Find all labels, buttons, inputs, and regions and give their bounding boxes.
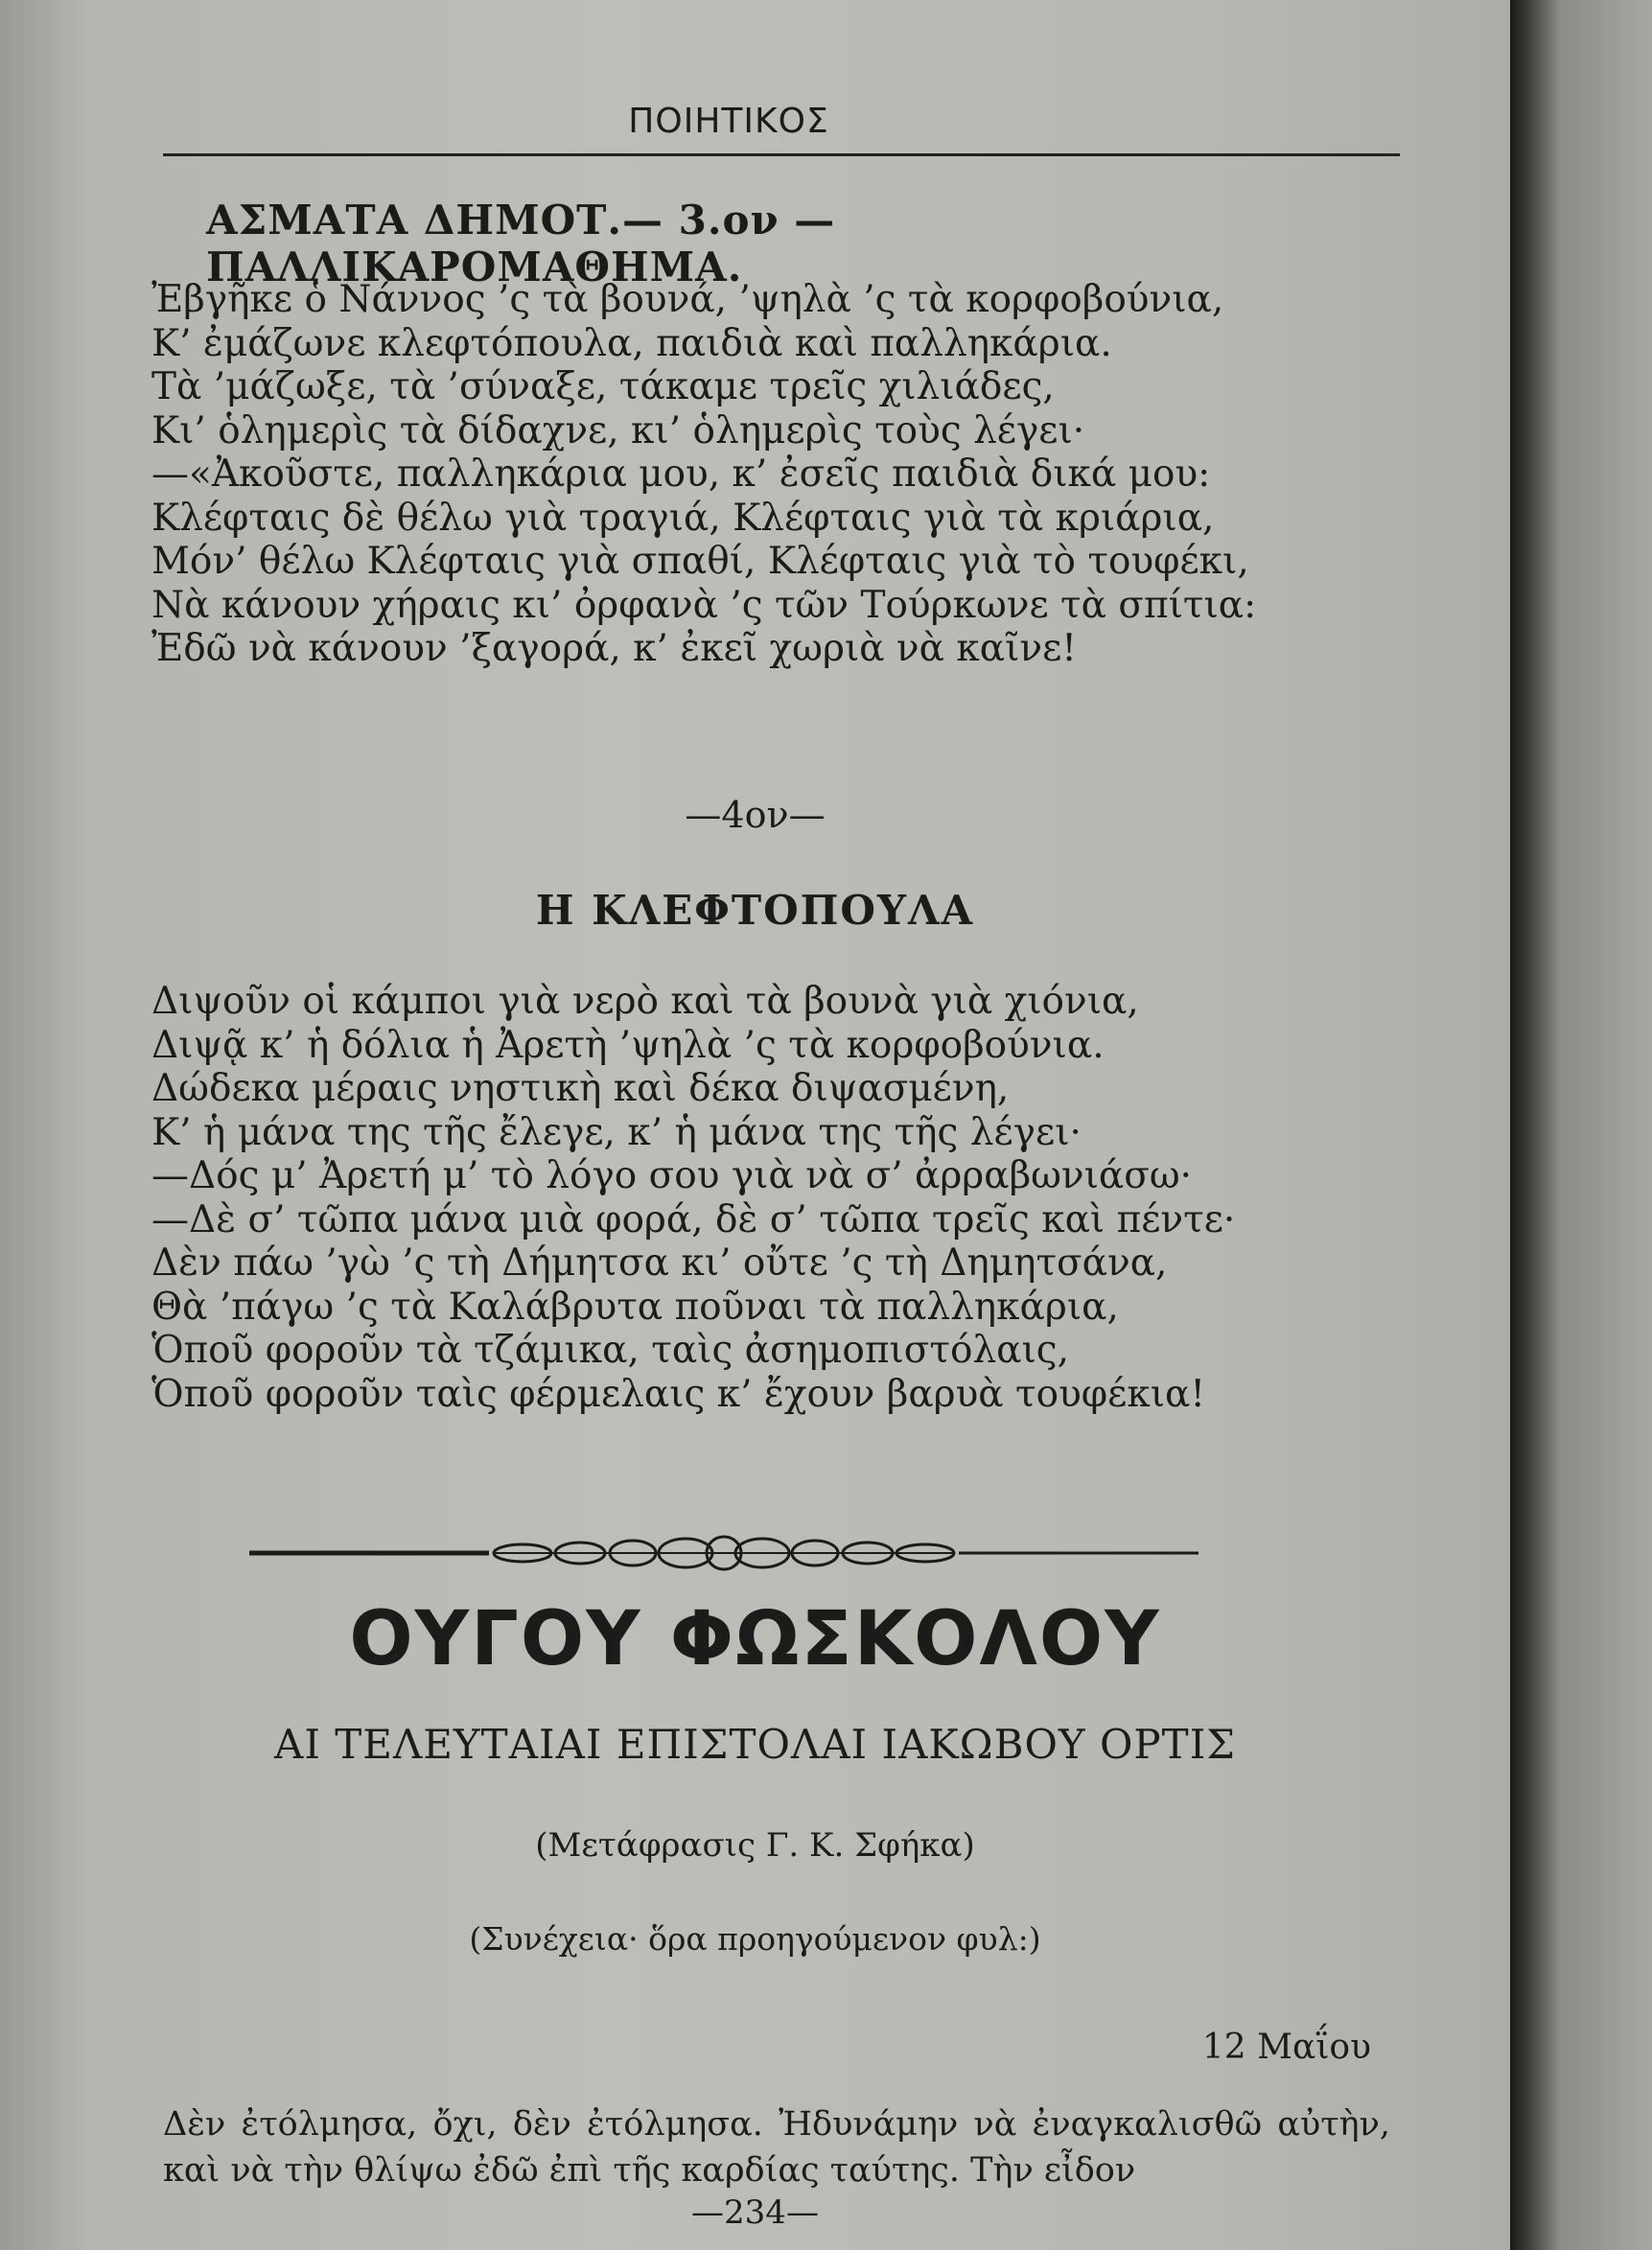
poem-line: Κι’ ὁλημερὶς τὰ δίδαχνε, κι’ ὁλημερὶς τοὺς λέγει·: [151, 408, 1085, 452]
poem-line: Ἐδῶ νὰ κάνουν ’ξαγορά, κ’ ἐκεῖ χωριὰ νὰ καῖνε!: [151, 627, 1077, 670]
header-rule: [163, 153, 1400, 156]
poem-number: —4ον—: [685, 794, 826, 836]
poem-line: —«Ἀκοῦστε, παλληκάρια μου, κ’ ἐσεῖς παιδιὰ δικά μου:: [151, 452, 1211, 496]
poem-title: Η ΚΛΕΦΤΟΠΟΥΛΑ: [535, 887, 975, 934]
book-gutter: [1510, 0, 1652, 2250]
poem-nannos: [151, 278, 1360, 671]
poem-line: Δὲν πάω ’γὼ ’ς τὴ Δήμητσα κι’ οὔτε ’ς τὴ Δημητσάνα,: [151, 1241, 1168, 1285]
poem-line: Θὰ ’πάγω ’ς τὰ Καλάβρυτα ποῦναι τὰ παλληκάρια,: [151, 1285, 1119, 1329]
poem-line: —Δὲ σ’ τῶπα μάνα μιὰ φορά, δὲ σ’ τῶπα τρεῖς καὶ πέντε·: [151, 1197, 1236, 1241]
poem-line: Ὁποῦ φοροῦν τὰ τζάμικα, ταὶς ἀσημοπιστόλαις,: [151, 1329, 1070, 1372]
letter-body: Δὲν ἐτόλμησα, ὄχι, δὲν ἐτόλμησα. Ἠδυνάμην νὰ ἐναγκαλισθῶ αὐτὴν, καὶ νὰ τὴν θλίψω ἐδῶ ἐπὶ τῆς καρδίας ταύτης. Τὴν εἶδον: [163, 2105, 1390, 2190]
poem-kleftopoula: [151, 980, 1360, 1416]
poem-line: Διψοῦν οἱ κάμποι γιὰ νερὸ καὶ τὰ βουνὰ γιὰ χιόνια,: [151, 980, 1139, 1023]
poem-line: Μόν’ θέλω Κλέφταις γιὰ σπαθί, Κλέφταις γιὰ τὸ τουφέκι,: [151, 540, 1249, 583]
poem-line: Δώδεκα μέραις νηστικὴ καὶ δέκα διψασμένη,: [151, 1067, 1010, 1110]
poem-line: Τὰ ’μάζωξε, τὰ ’σύναξε, τάκαμε τρεῖς χιλιάδες,: [151, 365, 1055, 408]
work-title: ΑΙ ΤΕΛΕΥΤΑΙΑΙ ΕΠΙΣΤΟΛΑΙ ΙΑΚΩΒΟΥ ΟΡΤΙΣ: [274, 1721, 1236, 1768]
ornamental-divider: [249, 1534, 1198, 1572]
page-number: —234—: [691, 2193, 819, 2232]
poem-line: Νὰ κάνουν χήραις κι’ ὀρφανὰ ’ς τῶν Τούρκωνε τὰ σπίτια:: [151, 583, 1257, 627]
poem-line: Κ’ ἐμάζωνε κλεφτόπουλα, παιδιὰ καὶ παλληκάρια.: [151, 321, 1112, 365]
letter-date: 12 Μαΐου: [1201, 2028, 1371, 2067]
running-head: ΠΟΙΗΤΙΚΟΣ: [628, 102, 829, 141]
poem-line: Ἐβγῆκε ὁ Νάννος ’ς τὰ βουνά, ’ψηλὰ ’ς τὰ κορφοβούνια,: [151, 278, 1224, 321]
poem-line: Διψᾷ κ’ ἡ δόλια ἡ Ἀρετὴ ’ψηλὰ ’ς τὰ κορφοβούνια.: [151, 1023, 1105, 1067]
section-title: ΑΣΜΑΤΑ ΔΗΜΟΤ.— 3.ον —ΠΑΛΛΙΚΑΡΟΜΑΘΗΜΑ.: [206, 197, 836, 290]
poem-line: Κ’ ἡ μάνα της τῆς ἔλεγε, κ’ ἡ μάνα της τῆς λέγει·: [151, 1110, 1082, 1154]
poem-line: —Δός μ’ Ἀρετή μ’ τὸ λόγο σου γιὰ νὰ σ’ ἀρραβωνιάσω·: [151, 1154, 1193, 1197]
poem-line: Κλέφταις δὲ θέλω γιὰ τραγιά, Κλέφταις γιὰ τὰ κριάρια,: [151, 496, 1215, 540]
continuation-note: (Συνέχεια· ὅρα προηγούμενον φυλ:): [469, 1920, 1041, 1958]
author-heading: ΟΥΓΟΥ ΦΩΣΚΟΛΟΥ: [349, 1596, 1161, 1682]
translator-note: (Μετάφρασις Γ. Κ. Σφήκα): [535, 1826, 975, 1865]
poem-line: Ὁποῦ φοροῦν ταὶς φέρμελαις κ’ ἔχουν βαρυὰ τουφέκια!: [151, 1372, 1205, 1416]
